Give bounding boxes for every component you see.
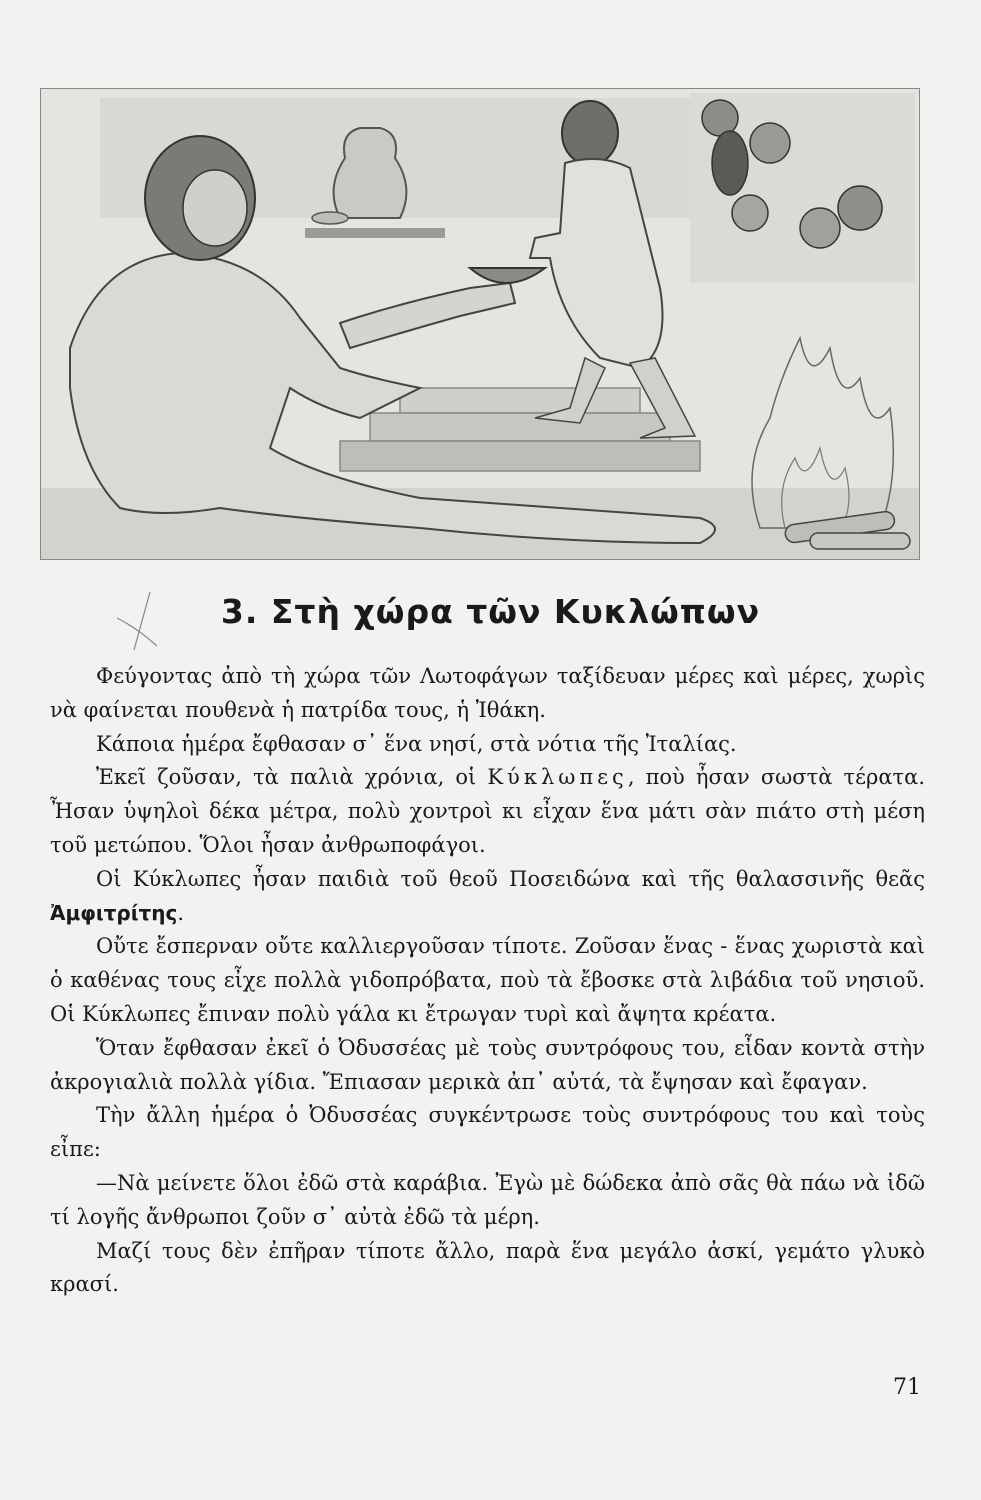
jar (334, 128, 407, 218)
illustration-cyclops-odysseus (40, 88, 920, 560)
paragraph-text: Οἱ Κύκλωπες ἦσαν παιδιὰ τοῦ θεοῦ Ποσειδώνα καὶ τῆς θαλασσινῆς θεᾶς (96, 866, 925, 891)
paragraph: Κάποια ἡμέρα ἔφθασαν σ᾽ ἕνα νησί, στὰ νότια τῆς Ἰταλίας. (96, 731, 737, 756)
companion-head (838, 186, 882, 230)
companion-head (800, 208, 840, 248)
page-number: 71 (893, 1375, 921, 1400)
paragraph (50, 863, 925, 931)
paragraph-text: Ἐκεῖ ζοῦσαν, τὰ παλιὰ χρόνια, οἱ (96, 765, 488, 790)
paragraph-text: . (177, 900, 185, 925)
paragraph: Οὔτε ἔσπερναν οὔτε καλλιεργοῦσαν τίποτε. Ζοῦσαν ἕνας - ἕνας χωριστὰ καὶ ὁ καθένας τους εἶχε πολλὰ γιδοπρόβατα, ποὺ τὰ ἔβοσκε στὰ λιβάδια τοῦ νησιοῦ. Οἱ Κύκλωπες ἔπιναν πολὺ γάλα κι ἔτρωγαν τυρὶ καὶ ἄψητα κρέατα. (50, 934, 925, 1026)
body-text (50, 660, 925, 1302)
paragraph: Φεύγοντας ἀπὸ τὴ χώρα τῶν Λωτοφάγων ταξίδευαν μέρες καὶ μέρες, χωρὶς νὰ φαίνεται πουθενὰ ἡ πατρίδα τους, ἡ Ἰθάκη. (50, 664, 925, 722)
step (370, 413, 670, 441)
step (400, 388, 640, 413)
step (340, 441, 700, 471)
companion-head (732, 195, 768, 231)
shield (712, 131, 748, 195)
paragraph: Τὴν ἄλλη ἡμέρα ὁ Ὀδυσσέας συγκέντρωσε τοὺς συντρόφους του καὶ τοὺς εἶπε: (50, 1103, 925, 1162)
paragraph: Ὅταν ἔφθασαν ἐκεῖ ὁ Ὀδυσσέας μὲ τοὺς συντρόφους του, εἶδαν κοντὰ στὴν ἀκρογιαλιὰ πολλὰ γίδια. Ἔπιασαν μερικὰ ἀπ᾽ αὐτά, τὰ ἔψησαν καὶ ἔφαγαν. (50, 1035, 925, 1094)
paragraph-text: , ποὺ ἦσαν σωστὰ τέρατα. Ἦσαν ὑψηλοὶ δέκα μέτρα, πολὺ χοντροὶ κι εἶχαν ἕνα μάτι σὰν πιάτο στὴ μέση τοῦ μετώπου. Ὅλοι ἦσαν ἀνθρωποφάγοι. (50, 765, 926, 857)
paragraph: Μαζί τους δὲν ἐπῆραν τίποτε ἄλλο, παρὰ ἕνα μεγάλο ἀσκί, γεμάτο γλυκὸ κρασί. (50, 1238, 925, 1297)
paragraph: —Νὰ μείνετε ὅλοι ἐδῶ στὰ καράβια. Ἐγὼ μὲ δώδεκα ἀπὸ σᾶς θὰ πάω νὰ ἰδῶ τί λογῆς ἄνθρωποι ζοῦν σ᾽ αὐτὰ ἐδῶ τὰ μέρη. (50, 1170, 925, 1229)
odysseus-head (562, 101, 618, 165)
log (810, 533, 910, 549)
chapter-title: 3. Στὴ χώρα τῶν Κυκλώπων (220, 592, 761, 631)
shelf (305, 228, 445, 238)
companion-head (750, 123, 790, 163)
bold-name: Ἀμφιτρίτης (50, 900, 178, 925)
paragraph (50, 761, 925, 862)
illustration-drawing (40, 88, 920, 560)
emphasized-word: Κύκλωπες (487, 765, 628, 790)
